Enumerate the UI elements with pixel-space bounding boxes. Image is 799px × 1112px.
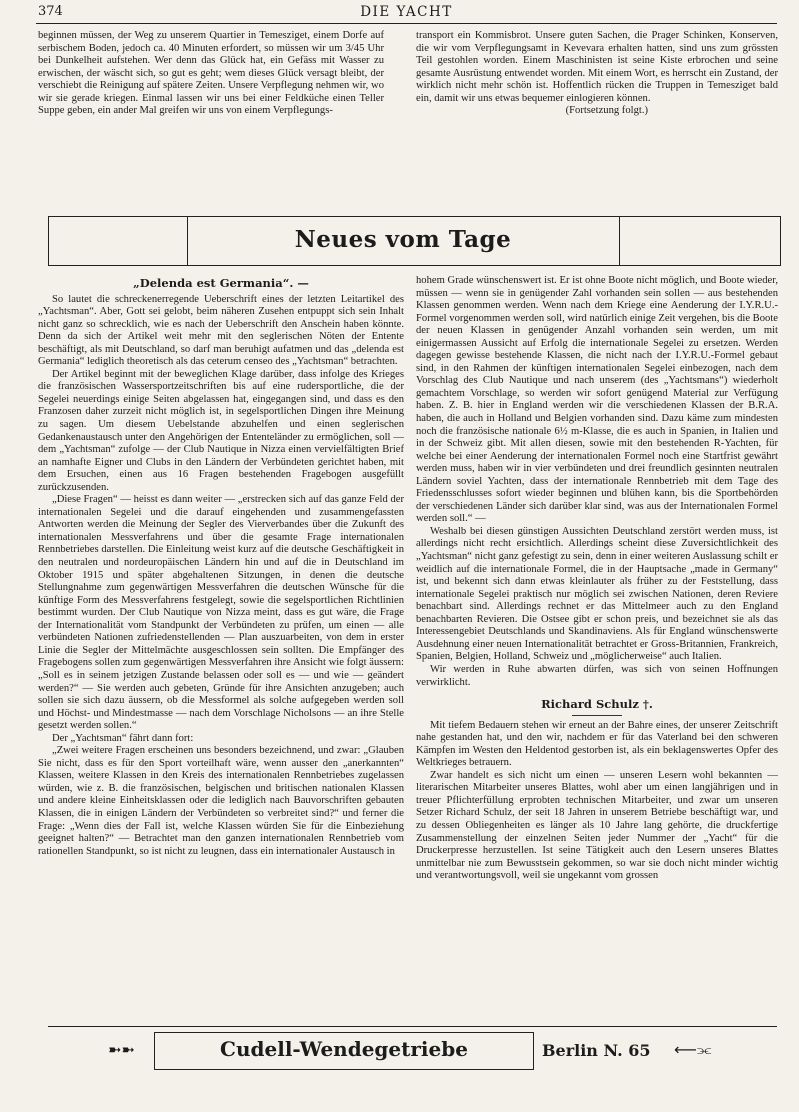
advertisement [108,1032,714,1072]
paragraph: Der Artikel beginnt mit der beweglichen Klage darüber, dass infolge des Krieges die französischen Wassersportzeitschriften bis auf eine rudersportliche, die der Segelei neuerdings einige Seiten abgelassen hat, eingegangen sind, und dass es den Franzosen daher zurzeit nicht möglich ist, in segelsportlichen Dingen ihre Meinung zu sagen. Um diesem Uebelstande abzuhelfen und einen seglerischen Gedankenaustausch unter den Angehörigen der Ententeländer zu ermöglichen, soll — dem „Yachtsman“ zufolge — der Club Nautique in Nizza einen vervielfältigten Brief an namhafte Eigner und Clubs in den Ländern der Verbündeten gerichtet haben, mit dem Ersuchen, einen aus 16 Fragen bestehenden Fragebogen ausgefüllt zurückzusenden. [38,368,404,493]
paragraph: Wir werden in Ruhe abwarten dürfen, was sich von seinen Hoffnungen verwirklicht. [416,663,778,688]
paragraph: beginnen müssen, der Weg zu unserem Quartier in Temesziget, einem Dorfe auf serbischem Boden, jedoch ca. 40 Minuten erfordert, so müssen wir um 3/45 Uhr bei Dunkelheit aufstehen. Wer denn das Glück hat, ein Gefäss mit Wasser zu erwischen, der wäscht sich, so gut es geht; wem dieses Glück versagt bleibt, der verschiebt die Reinigung auf spätere Zeiten. Unsere Verpflegung nehmen wir, wo wir sie gerade kriegen. Einmal lassen wir uns bei einer Feldküche einen Teller Suppe geben, ein ander Mal greifen wir uns von einem Verpflegungs- [38,30,384,117]
arrow-right-icon: ➼➼ [108,1040,135,1059]
right-column [416,275,778,883]
arrow-left-icon: ⟵⫘ [674,1040,712,1059]
journal-title: DIE YACHT [360,4,453,20]
banner-divider [619,217,620,265]
advertisement-box [154,1032,534,1070]
header-rule [36,23,777,24]
paragraph: Mit tiefem Bedauern stehen wir erneut an der Bahre eines, der unserer Zeitschrift nahe gestanden hat, und den wir, nachdem er für das Vaterland bei den schweren Kämpfen im Westen den Heldentod gestorben ist, als ein beklagenswertes Opfer des Weltkrieges betrauern. [416,719,778,769]
advertisement-title: Cudell-Wendegetriebe [220,1037,468,1061]
page-number: 374 [38,4,63,19]
paragraph: „Zwei weitere Fragen erscheinen uns besonders bezeichnend, und zwar: „Glauben Sie nicht, dass es für den Sport vorteilhaft wäre, wenn ausser den „anerkannten“ Klassen, weitere Klassen in den Kreis des internationalen Rennbetriebes zugelassen würden, wie z. B. die französischen, belgischen und britischen nationalen Klassen und andere kleine Einheitsklassen oder die lediglich nach Bauvorschriften gebauten Klassen, die in einigen Ländern der Verbündeten so verbreitet sind?“ und ferner die Frage: „Wenn dies der Fall ist, welche Klassen würden Sie für die Einbeziehung geeignet halten?“ — Betrachtet man den ganzen internationalen Rennbetrieb vom rationellen Standpunkt, so ist nicht zu leugnen, dass ein internationaler Austausch in [38,745,404,857]
obituary-heading: Richard Schulz †. [541,697,653,712]
top-right-column [416,30,778,118]
running-head [38,4,775,22]
heading-rule [572,715,622,716]
paragraph: Zwar handelt es sich nicht um einen — unseren Lesern wohl bekannten — literarischen Mitarbeiter unseres Blattes, wohl aber um einen langjährigen und in treuer Pflichterfüllung erprobten technischen Mitarbeiter, und zwar um unseren Setzer Richard Schulz, der seit 18 Jahren in unserem Betriebe beschäftigt war, und zu dessen Obliegenheiten es länger als 10 Jahre lang gehörte, die druckfertige Zusammenstellung der einzelnen Seiten jeder Nummer der „Yacht“ für die Druckerpresse herzustellen. Ist seine Tätigkeit auch den Lesern unseres Blattes unmittelbar nie zum Bewusstsein gekommen, so war sie doch nicht minder wichtig und verantwortungsvoll, weil sie ungekannt vom grossen [416,769,778,882]
paragraph: Weshalb bei diesen günstigen Aussichten Deutschland zerstört werden muss, ist allerdings nicht recht ersichtlich. Allerdings scheint diese Zuversichtlichkeit des „Yachtsman“ nicht ganz gefestigt zu sein, denn in einer weiteren Auslassung schilt er weidlich auf die internationale Formel, die in der Hauptsache „made in Germany“ ist, und bekennt sich dann etwas kleinlauter als früher zu der Feststellung, dass internationale Segelei praktisch nur möglich sei zwischen Nationen, deren Reviere benachbart sind. Allerdings rechnet er das Mittelmeer auch zu den England benachbarten Revieren. Die Ostsee gibt er schon preis, und bezeichnet sie als das Interessengebiet Deutschlands und Skandinaviens. Als für England wünschenswerte Ausdehnung einer neuen Internationalität betrachtet er Gross-Britannien, Frankreich, Spanien, Belgien, Holland, Schweiz und „möglicherweise“ auch Italien. [416,525,778,663]
advertisement-city: Berlin N. 65 [542,1041,651,1060]
continued-note: (Fortsetzung folgt.) [565,105,648,117]
footer-rule [48,1026,777,1027]
paragraph: So lautet die schreckenerregende Ueberschrift eines der letzten Leitartikel des „Yachtsman“. Aber, Gott sei gelobt, beim näheren Zusehen entpuppt sich sein Inhalt nicht ganz so schrecklich, wie es nach der Ueberschrift den Anschein haben könnte. Denn da sich der Artikel weit mehr mit den seglerischen Nöten der Entente beschäftigt, als mit Deutschland, so darf man beruhigt aufatmen und das „delenda est Germania“ lediglich theoretisch als das ceterum censeo des „Yachtsman“ betrachten. [38,293,404,368]
section-title: Neues vom Tage [294,226,512,253]
section-banner [48,216,781,266]
article-heading: „Delenda est Germania“. — [133,276,309,290]
top-left-column [38,30,384,118]
paragraph: transport ein Kommisbrot. Unsere guten Sachen, die Prager Schinken, Konserven, die wir vom Verpflegungsamt in Kevevara erhalten hatten, sind uns zum grössten Teil gestohlen worden. Einem Maschinisten ist seine Kiste erbrochen und seine gesamte Ausrüstung entwendet worden. Mit einem Wort, es herrscht ein Zustand, der wirklich nicht mehr schön ist. Hoffentlich rücken die Truppen in Temesziget bald ein, damit wir uns etwas bequemer einlogieren können. [416,30,778,104]
paragraph: hohem Grade wünschenswert ist. Er ist ohne Boote nicht möglich, und Boote wieder, müssen — wenn sie in genügender Zahl vorhanden sein sollen — aus bestehenden Klassen genommen werden. Wenn nach dem Kriege eine Aenderung der I.Y.R.U.-Formel vorgenommen werden soll, wird natürlich einige Zeit vergehen, bis die Boote der neuen Klassen in genügender Anzahl vorhanden sein werden, um mit einigermassen Aussicht auf Erfolg die internationale Segelei zu ersetzen. Werden dagegen gewisse bestehende Klassen, die nicht nach der I.Y.R.U.-Formel gebaut sind, in den Rahmen der künftigen internationalen Segelei einbezogen, nach dem Vorschlag des Club Nautique und nach unserem (des „Yachtsmans“) wiederholt gemachtem Vorschlage, so werden wir sofort genügend Material zur Verfügung haben. Z. B. hier in England werden wir die verschiedenen Klassen der B.R.A. haben, die auch in Holland und Belgien vorhanden sind. Dazu käme zum mindesten noch die französische nationale 6½ m-Klasse, die es auch in Spanien, in Italien und in der Schweiz gibt. Mit allen diesen, sowie mit den bestehenden R-Yachten, für welche bei einer Aenderung der internationalen Formel noch eine Startfrist gewährt werden muss, haben wir in vier verbündeten und drei freundlich gesinnten neutralen Ländern soviel Yachten, dass der internationale Rennbetrieb mit dem Tage des Friedensschlusses sofort wieder beginnen und blühen kann, bis die Sportbehörden der verschiedenen Länder sich darüber klar sind, was aus der Internationalen Formel werden soll.“ — [416,275,778,525]
paragraph: Der „Yachtsman“ fährt dann fort: [52,732,194,744]
left-column [38,275,404,858]
paragraph: „Diese Fragen“ — heisst es dann weiter — „erstrecken sich auf das ganze Feld der internationalen Segelei und die darauf eingehenden und zusammengefassten Antworten werden die Meinung der Segler des Vierverbandes über die Zukunft des internationalen Messverfahrens und über die gesamte Frage internationalen Rennbetriebes darstellen. Die Einleitung weist kurz auf die deutsche Geschäftigkeit in den neutralen und nordeuropäischen Ländern hin und auf die in Deutschland im Oktober 1915 und später abgehaltenen Sitzungen, in denen die deutsche Stellungnahme zum gegenwärtigen Messverfahren die deutschen Wünsche für die künftige Form des Messverfahrens festgelegt, sowie die segelsportlichen Richtlinien bestimmt wurden. Der Club Nautique von Nizza meint, dass es gut wäre, die Frage der Internationalität vom Standpunkt der Verbündeten zu prüfen, um einen — alle verbündeten Nationen zufriedenstellenden — Plan auszuarbeiten, von dem in erster Linie die Segler der Mittelmächte ausgeschlossen sein sollten. Die Empfänger des Fragebogens sollen zum gegenwärtigen Messverfahren ihre Ansicht wie folgt äussern: „Soll es in seinem jetzigen Zustande belassen oder soll es — und wie — geändert werden?“ — Sie werden auch gebeten, Gründe für ihre Ansichten anzugeben; auch sollen sie sich dazu äussern, ob die Messformel als solche aufgegeben werden soll und Höchst- und Mindestmasse — nach dem Vorschlage Nicholsons — an ihre Stelle gesetzt werden sollen.“ [38,494,404,732]
